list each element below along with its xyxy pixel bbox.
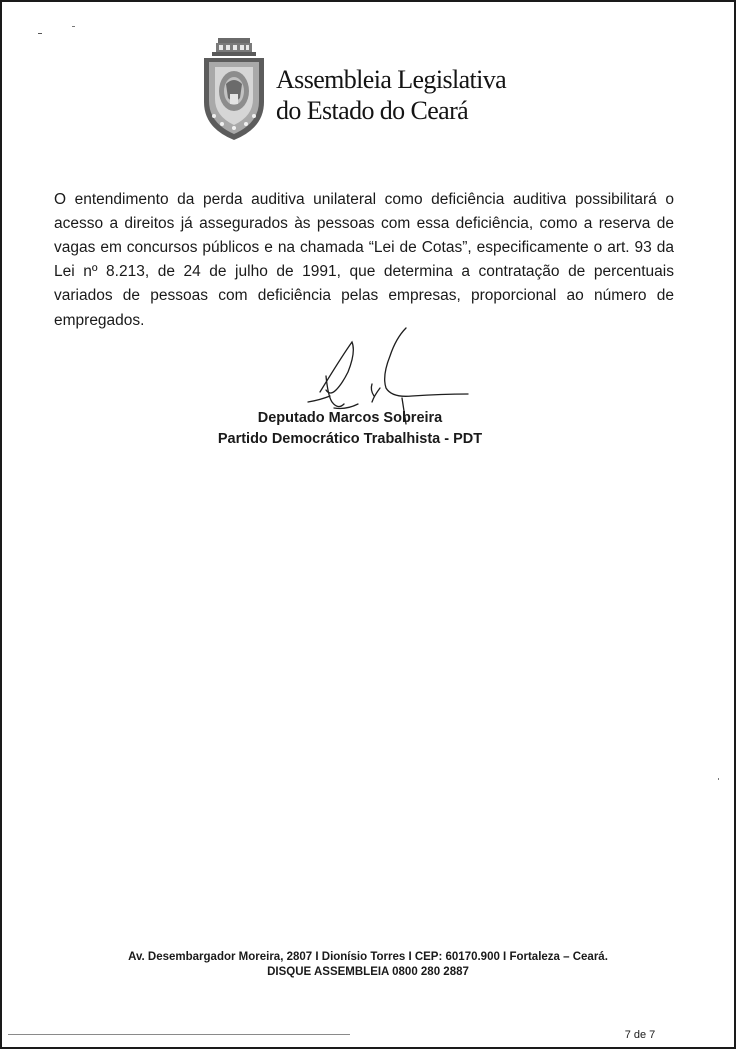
signatory-block [180,408,520,450]
footer [60,950,676,980]
footer-divider [8,1034,350,1035]
institution-name-line-2: do Estado do Ceará [276,96,469,125]
footer-phone: DISQUE ASSEMBLEIA 0800 280 2887 [267,966,469,978]
institution-name [276,64,506,126]
footer-address: Av. Desembargador Moreira, 2807 I Dionísio Torres I CEP: 60170.900 I Fortaleza – Ceará. [128,951,608,963]
state-coat-of-arms-icon [196,36,272,144]
signatory-name: Deputado Marcos Sobreira [257,410,443,426]
institution-name-line-1: Assembleia Legislativa [276,65,507,94]
page-number: 7 de 7 [624,1029,656,1041]
letterhead [196,36,556,146]
body-paragraph: O entendimento da perda auditiva unilateral como deficiência auditiva possibilitará o acesso a direitos já assegurados às pessoas com essa deficiência, como a reserva de vagas em concursos públicos e na chamada “Lei de Cotas”, especificamente o art. 93 da Lei nº 8.213, de 24 de julho de 1991, que determina a contratação de percentuais variados de pessoas com deficiência pelas empresas, proporcional ao número de empregados. [54,190,674,329]
signatory-party: Partido Democrático Trabalhista - PDT [217,431,483,447]
